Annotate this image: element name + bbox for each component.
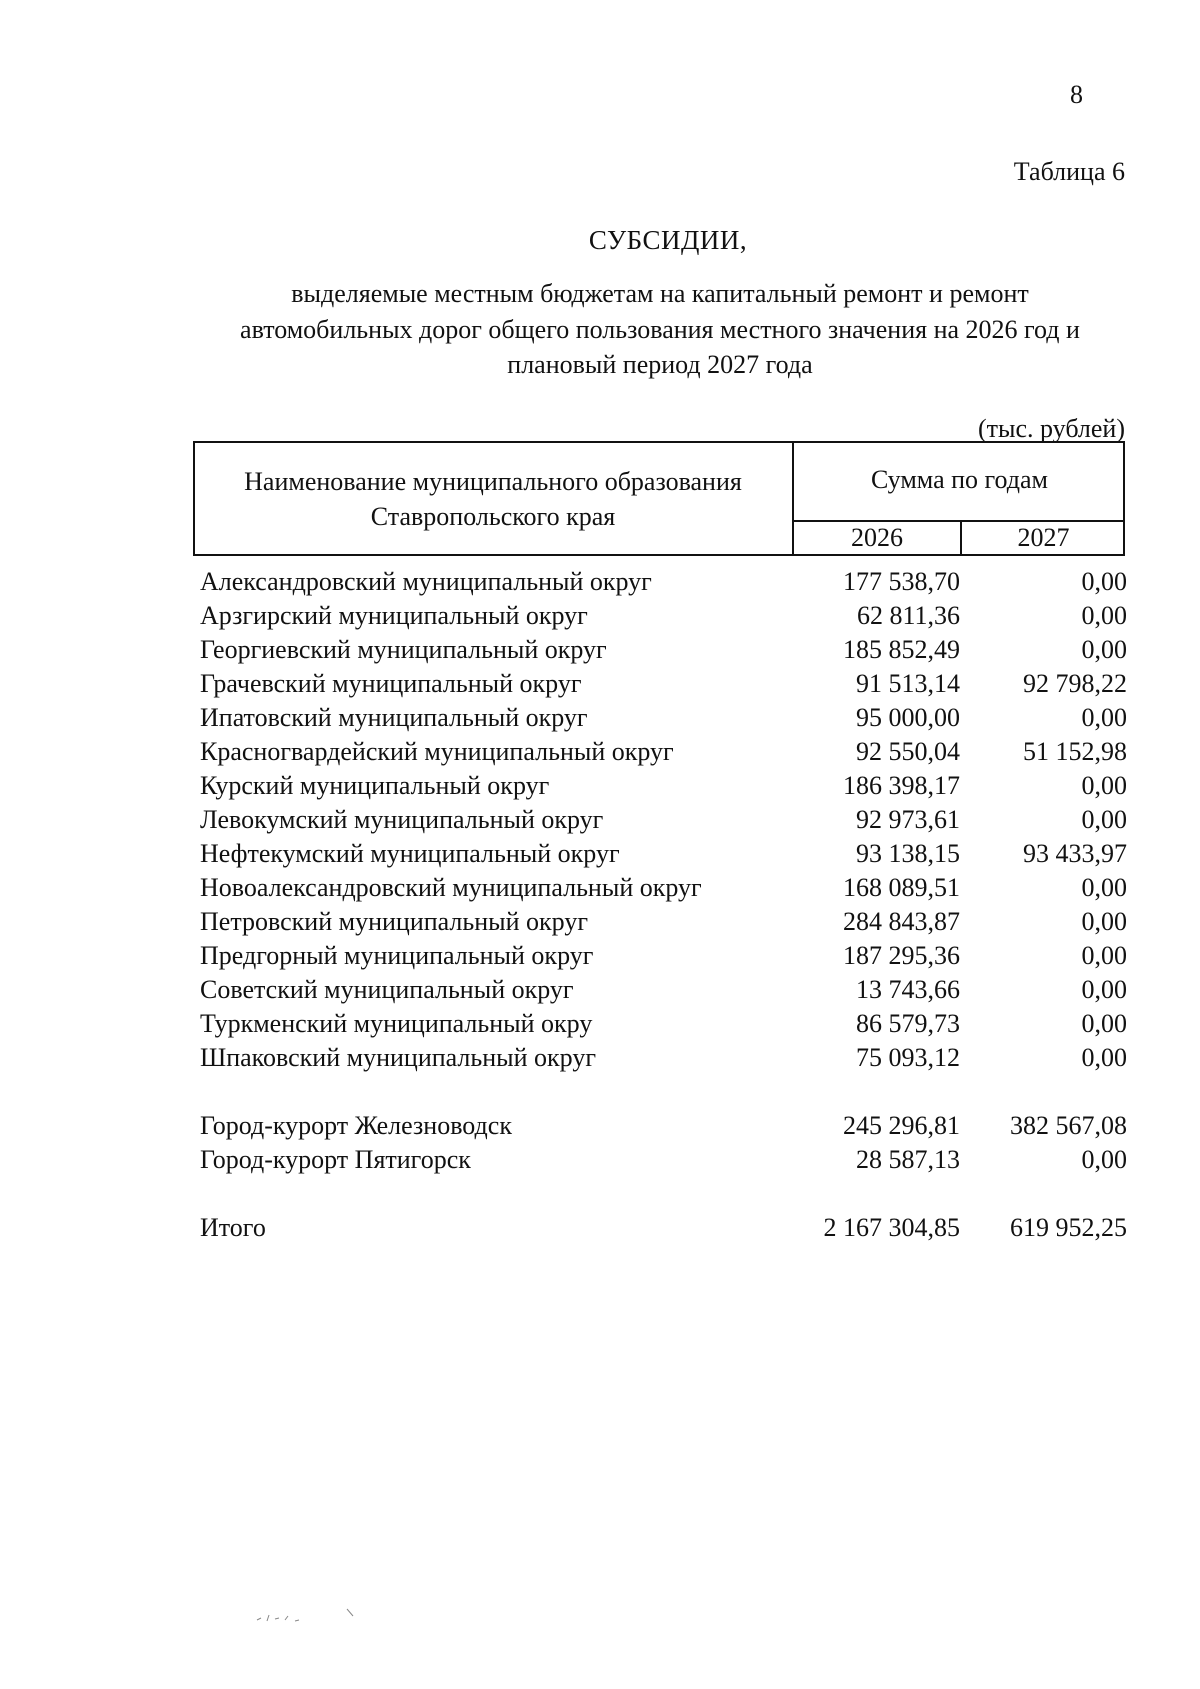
- amount-2026: 13 743,66: [856, 975, 960, 1004]
- municipality-name: Город-курорт Железноводск: [200, 1111, 512, 1140]
- amount-2027: 92 798,22: [1023, 669, 1127, 698]
- total-row: [0, 1213, 1200, 1245]
- amount-2027: 0,00: [1081, 771, 1127, 800]
- municipality-name: Красногвардейский муниципальный округ: [200, 737, 674, 766]
- table-row: [0, 1009, 1200, 1041]
- table-row: [0, 737, 1200, 769]
- municipality-name: Арзгирский муниципальный округ: [200, 601, 588, 630]
- amount-2027: 0,00: [1081, 635, 1127, 664]
- municipality-name: Туркменский муниципальный окру: [200, 1009, 593, 1038]
- amount-2027: 0,00: [1081, 907, 1127, 936]
- municipality-name: Левокумский муниципальный округ: [200, 805, 604, 834]
- table-row: [0, 771, 1200, 803]
- scan-specks: [255, 1606, 395, 1626]
- amount-2027: 0,00: [1081, 1043, 1127, 1072]
- amount-2026: 92 550,04: [856, 737, 960, 766]
- amount-2027: 0,00: [1081, 567, 1127, 596]
- municipality-name: Курский муниципальный округ: [200, 771, 550, 800]
- amount-2026: 187 295,36: [843, 941, 960, 970]
- table-row: [0, 1145, 1200, 1177]
- municipality-name: Грачевский муниципальный округ: [200, 669, 582, 698]
- table-row: [0, 635, 1200, 667]
- amount-2027: 0,00: [1081, 941, 1127, 970]
- unit-label: (тыс. рублей): [977, 414, 1125, 443]
- table-row: [0, 873, 1200, 905]
- amount-2026: 28 587,13: [856, 1145, 960, 1174]
- municipality-name: Ипатовский муниципальный округ: [200, 703, 588, 732]
- amount-2027: 0,00: [1081, 873, 1127, 902]
- municipality-name: Шпаковский муниципальный округ: [200, 1043, 596, 1072]
- table-row: [0, 669, 1200, 701]
- municipality-name: Георгиевский муниципальный округ: [200, 635, 607, 664]
- amount-2026: 185 852,49: [843, 635, 960, 664]
- amount-2027: 0,00: [1081, 1145, 1127, 1174]
- amount-2026: 168 089,51: [843, 873, 960, 902]
- table-row: [0, 805, 1200, 837]
- amount-2027: 51 152,98: [1023, 737, 1127, 766]
- header-year-2027: 2027: [1017, 523, 1070, 552]
- municipality-name: Предгорный муниципальный округ: [200, 941, 594, 970]
- amount-2026: 86 579,73: [856, 1009, 960, 1038]
- document-subtitle: выделяемые местным бюджетам на капитальный ремонт и ремонт автомобильных дорог общего пользования местного значения на 2026 год и плановый период 2027 года: [240, 279, 1080, 380]
- amount-2026: 2 167 304,85: [823, 1213, 960, 1242]
- municipality-name: Город-курорт Пятигорск: [200, 1145, 471, 1174]
- amount-2026: 245 296,81: [843, 1111, 960, 1140]
- municipality-name: Петровский муниципальный округ: [200, 907, 588, 936]
- page-number: 8: [1070, 80, 1083, 109]
- amount-2026: 75 093,12: [856, 1043, 960, 1072]
- table-row: [0, 567, 1200, 599]
- table-row: [0, 601, 1200, 633]
- amount-2026: 62 811,36: [856, 601, 960, 630]
- table-header: [193, 441, 1125, 556]
- amount-2026: 186 398,17: [843, 771, 960, 800]
- amount-2026: 284 843,87: [843, 907, 960, 936]
- table-row: [0, 975, 1200, 1007]
- municipality-name: Новоалександровский муниципальный округ: [200, 873, 702, 902]
- amount-2027: 619 952,25: [1010, 1213, 1127, 1242]
- municipality-name: Нефтекумский муниципальный округ: [200, 839, 620, 868]
- table-row: [0, 907, 1200, 939]
- header-year-2026: 2026: [851, 523, 903, 552]
- municipality-name: Советский муниципальный округ: [200, 975, 574, 1004]
- amount-2026: 177 538,70: [843, 567, 960, 596]
- document-title: СУБСИДИИ,: [588, 225, 748, 255]
- amount-2027: 0,00: [1081, 703, 1127, 732]
- header-sum: Сумма по годам: [870, 465, 1049, 494]
- amount-2027: 0,00: [1081, 1009, 1127, 1038]
- header-name: Наименование муниципального образования Ставропольского края: [244, 467, 742, 531]
- amount-2027: 93 433,97: [1023, 839, 1127, 868]
- municipality-name: Александровский муниципальный округ: [200, 567, 652, 596]
- municipality-name: Итого: [200, 1213, 266, 1242]
- amount-2027: 0,00: [1081, 975, 1127, 1004]
- amount-2027: 382 567,08: [1010, 1111, 1127, 1140]
- table-row: [0, 1043, 1200, 1075]
- amount-2026: 93 138,15: [856, 839, 960, 868]
- amount-2026: 95 000,00: [856, 703, 960, 732]
- amount-2026: 91 513,14: [856, 669, 960, 698]
- table-row: [0, 941, 1200, 973]
- amount-2027: 0,00: [1081, 805, 1127, 834]
- amount-2026: 92 973,61: [856, 805, 960, 834]
- table-row: [0, 703, 1200, 735]
- table-row: [0, 1111, 1200, 1143]
- amount-2027: 0,00: [1081, 601, 1127, 630]
- table-row: [0, 839, 1200, 871]
- table-label: Таблица 6: [1013, 157, 1125, 186]
